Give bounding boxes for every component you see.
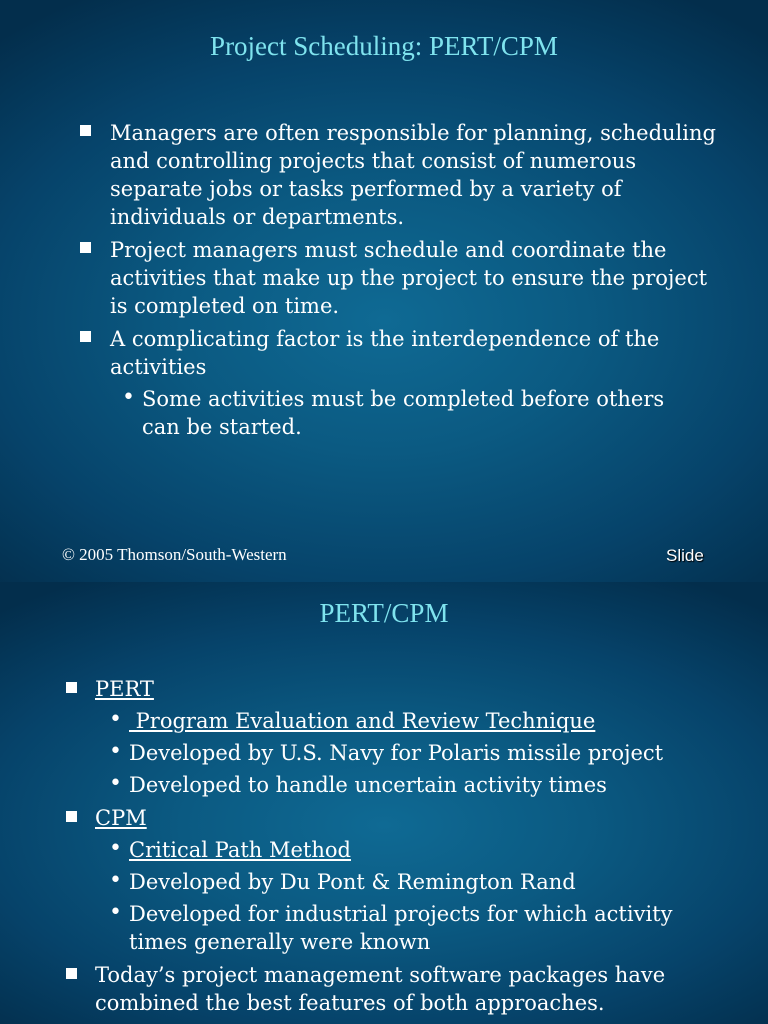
- sub-bullet-item: [109, 900, 735, 956]
- sub-bullet-list: [122, 385, 702, 441]
- bullet-text: A complicating factor is the interdependence of the activities: [110, 327, 660, 379]
- bullet-text: Project managers must schedule and coordinate the activities that make up the project to ensure the project is completed on time.: [110, 238, 708, 318]
- bullet-text: Today’s project management software packages have combined the best features of both approaches.: [95, 963, 666, 1015]
- cpm-definition-link[interactable]: Critical Path Method: [129, 838, 351, 862]
- square-bullet-icon: [66, 682, 77, 693]
- dot-bullet-icon: •: [109, 771, 122, 796]
- dot-bullet-icon: •: [109, 836, 122, 861]
- bullet-text: Managers are often responsible for planning, scheduling and controlling projects that consist of numerous separate jobs or tasks performed by a variety of individuals or departments.: [110, 121, 716, 229]
- sub-bullet-text: Developed to handle uncertain activity times: [129, 773, 607, 797]
- square-bullet-icon: [80, 331, 91, 342]
- square-bullet-icon: [80, 242, 91, 253]
- pert-link[interactable]: PERT: [95, 677, 154, 701]
- slide-label: Slide: [666, 546, 704, 565]
- sub-bullet-text: Developed by Du Pont & Remington Rand: [129, 870, 576, 894]
- slide-title: PERT/CPM: [319, 598, 449, 628]
- bullet-item: [95, 961, 735, 1017]
- sub-bullet-item: [109, 739, 735, 767]
- bullet-item-pert: [95, 675, 735, 799]
- bullet-item: [110, 325, 720, 441]
- bullet-item: [110, 119, 720, 231]
- sub-bullet-list: [109, 707, 735, 799]
- bullet-list: [110, 119, 720, 446]
- sub-bullet-item: [109, 868, 735, 896]
- bullet-item-cpm: [95, 804, 735, 956]
- bullet-list: [95, 675, 735, 1022]
- copyright-text: © 2005 Thomson/South-Western: [62, 545, 287, 564]
- sub-bullet-text: Some activities must be completed before others can be started.: [142, 387, 665, 439]
- cpm-link[interactable]: CPM: [95, 806, 147, 830]
- dot-bullet-icon: •: [109, 868, 122, 893]
- sub-bullet-text: Developed by U.S. Navy for Polaris missile project: [129, 741, 664, 765]
- slide-2: [0, 582, 768, 1024]
- pert-definition-link[interactable]: Program Evaluation and Review Technique: [129, 709, 596, 733]
- dot-bullet-icon: •: [109, 739, 122, 764]
- square-bullet-icon: [66, 968, 77, 979]
- square-bullet-icon: [80, 125, 91, 136]
- sub-bullet-item: [109, 771, 735, 799]
- sub-bullet-text: Developed for industrial projects for which activity times generally were known: [129, 902, 673, 954]
- dot-bullet-icon: •: [122, 385, 135, 410]
- sub-bullet-item: [122, 385, 702, 441]
- square-bullet-icon: [66, 811, 77, 822]
- slide-title: Project Scheduling: PERT/CPM: [210, 31, 558, 61]
- sub-bullet-list: [109, 836, 735, 956]
- sub-bullet-item: [109, 707, 735, 735]
- bullet-item: [110, 236, 720, 320]
- dot-bullet-icon: •: [109, 707, 122, 732]
- dot-bullet-icon: •: [109, 900, 122, 925]
- sub-bullet-item: [109, 836, 735, 864]
